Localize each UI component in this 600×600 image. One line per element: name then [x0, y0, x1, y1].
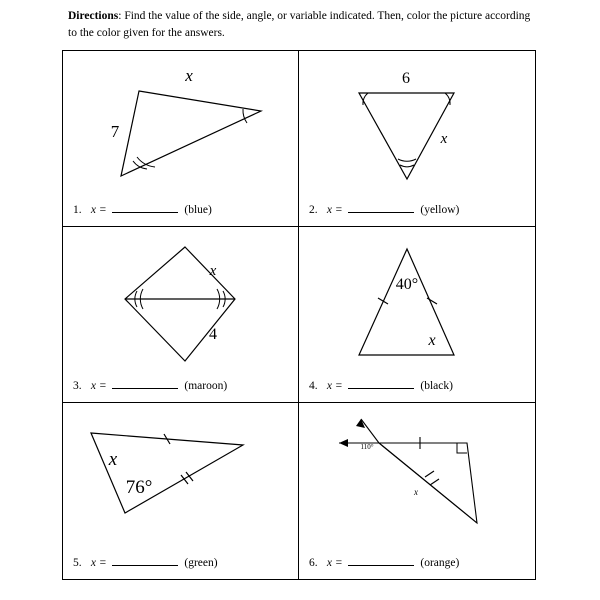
figure-6 [299, 403, 535, 548]
answer-color-1: (blue) [184, 204, 212, 216]
problem-number-6: 6. [309, 557, 318, 569]
answer-blank-1[interactable] [112, 201, 178, 213]
answer-color-6: (orange) [420, 557, 460, 569]
problem-cell-5 [63, 403, 299, 579]
figure-4-label-x: x [428, 332, 436, 349]
problem-cell-3 [63, 227, 299, 403]
answer-blank-3[interactable] [112, 377, 178, 389]
answer-line-3 [73, 377, 227, 392]
figure-6-label-110: 110° [360, 443, 374, 451]
figure-3 [63, 227, 298, 372]
figure-3-label-4: 4 [209, 326, 217, 343]
directions-text [68, 8, 538, 41]
problem-prompt-6: x = [326, 557, 343, 569]
answer-color-3: (maroon) [184, 380, 228, 392]
answer-blank-2[interactable] [348, 201, 414, 213]
figure-4 [299, 227, 535, 372]
problem-cell-4 [299, 227, 535, 403]
figure-4-label-40: 40° [395, 276, 419, 293]
answer-line-2 [309, 201, 459, 216]
problem-prompt-3: x = [90, 380, 107, 392]
answer-line-4 [309, 377, 453, 392]
answer-line-6 [309, 554, 459, 569]
problem-prompt-1: x = [90, 204, 107, 216]
problem-cell-6 [299, 403, 535, 579]
figure-6-label-x: x [414, 487, 418, 497]
figure-5 [63, 403, 298, 548]
figure-1-label-7: 7 [110, 122, 120, 141]
figure-5-label-x: x [108, 449, 118, 470]
figure-2 [299, 51, 535, 196]
problem-cell-2 [299, 51, 535, 227]
problem-number-4: 4. [309, 380, 318, 392]
problem-grid [62, 50, 536, 580]
problem-prompt-5: x = [90, 557, 107, 569]
directions-label: Directions [68, 10, 119, 22]
problem-cell-1 [63, 51, 299, 227]
problem-number-1: 1. [73, 204, 82, 216]
problem-prompt-2: x = [326, 204, 343, 216]
figure-1-label-x: x [185, 66, 193, 85]
figure-2-label-x: x [440, 131, 448, 147]
answer-color-2: (yellow) [420, 204, 460, 216]
problem-number-2: 2. [309, 204, 318, 216]
figure-1 [63, 51, 298, 196]
answer-blank-4[interactable] [348, 377, 414, 389]
figure-5-label-76: 76° [125, 477, 153, 498]
problem-number-3: 3. [73, 380, 82, 392]
answer-color-5: (green) [184, 557, 218, 569]
directions-body: : Find the value of the side, angle, or variable indicated. Then, color the picture according to the color given for the answers. [68, 10, 531, 39]
figure-3-label-x: x [209, 263, 217, 279]
figure-2-label-6: 6 [402, 70, 410, 87]
answer-blank-5[interactable] [112, 554, 178, 566]
answer-color-4: (black) [420, 380, 453, 392]
problem-prompt-4: x = [326, 380, 343, 392]
problem-number-5: 5. [73, 557, 82, 569]
answer-line-1 [73, 201, 212, 216]
answer-blank-6[interactable] [348, 554, 414, 566]
answer-line-5 [73, 554, 218, 569]
